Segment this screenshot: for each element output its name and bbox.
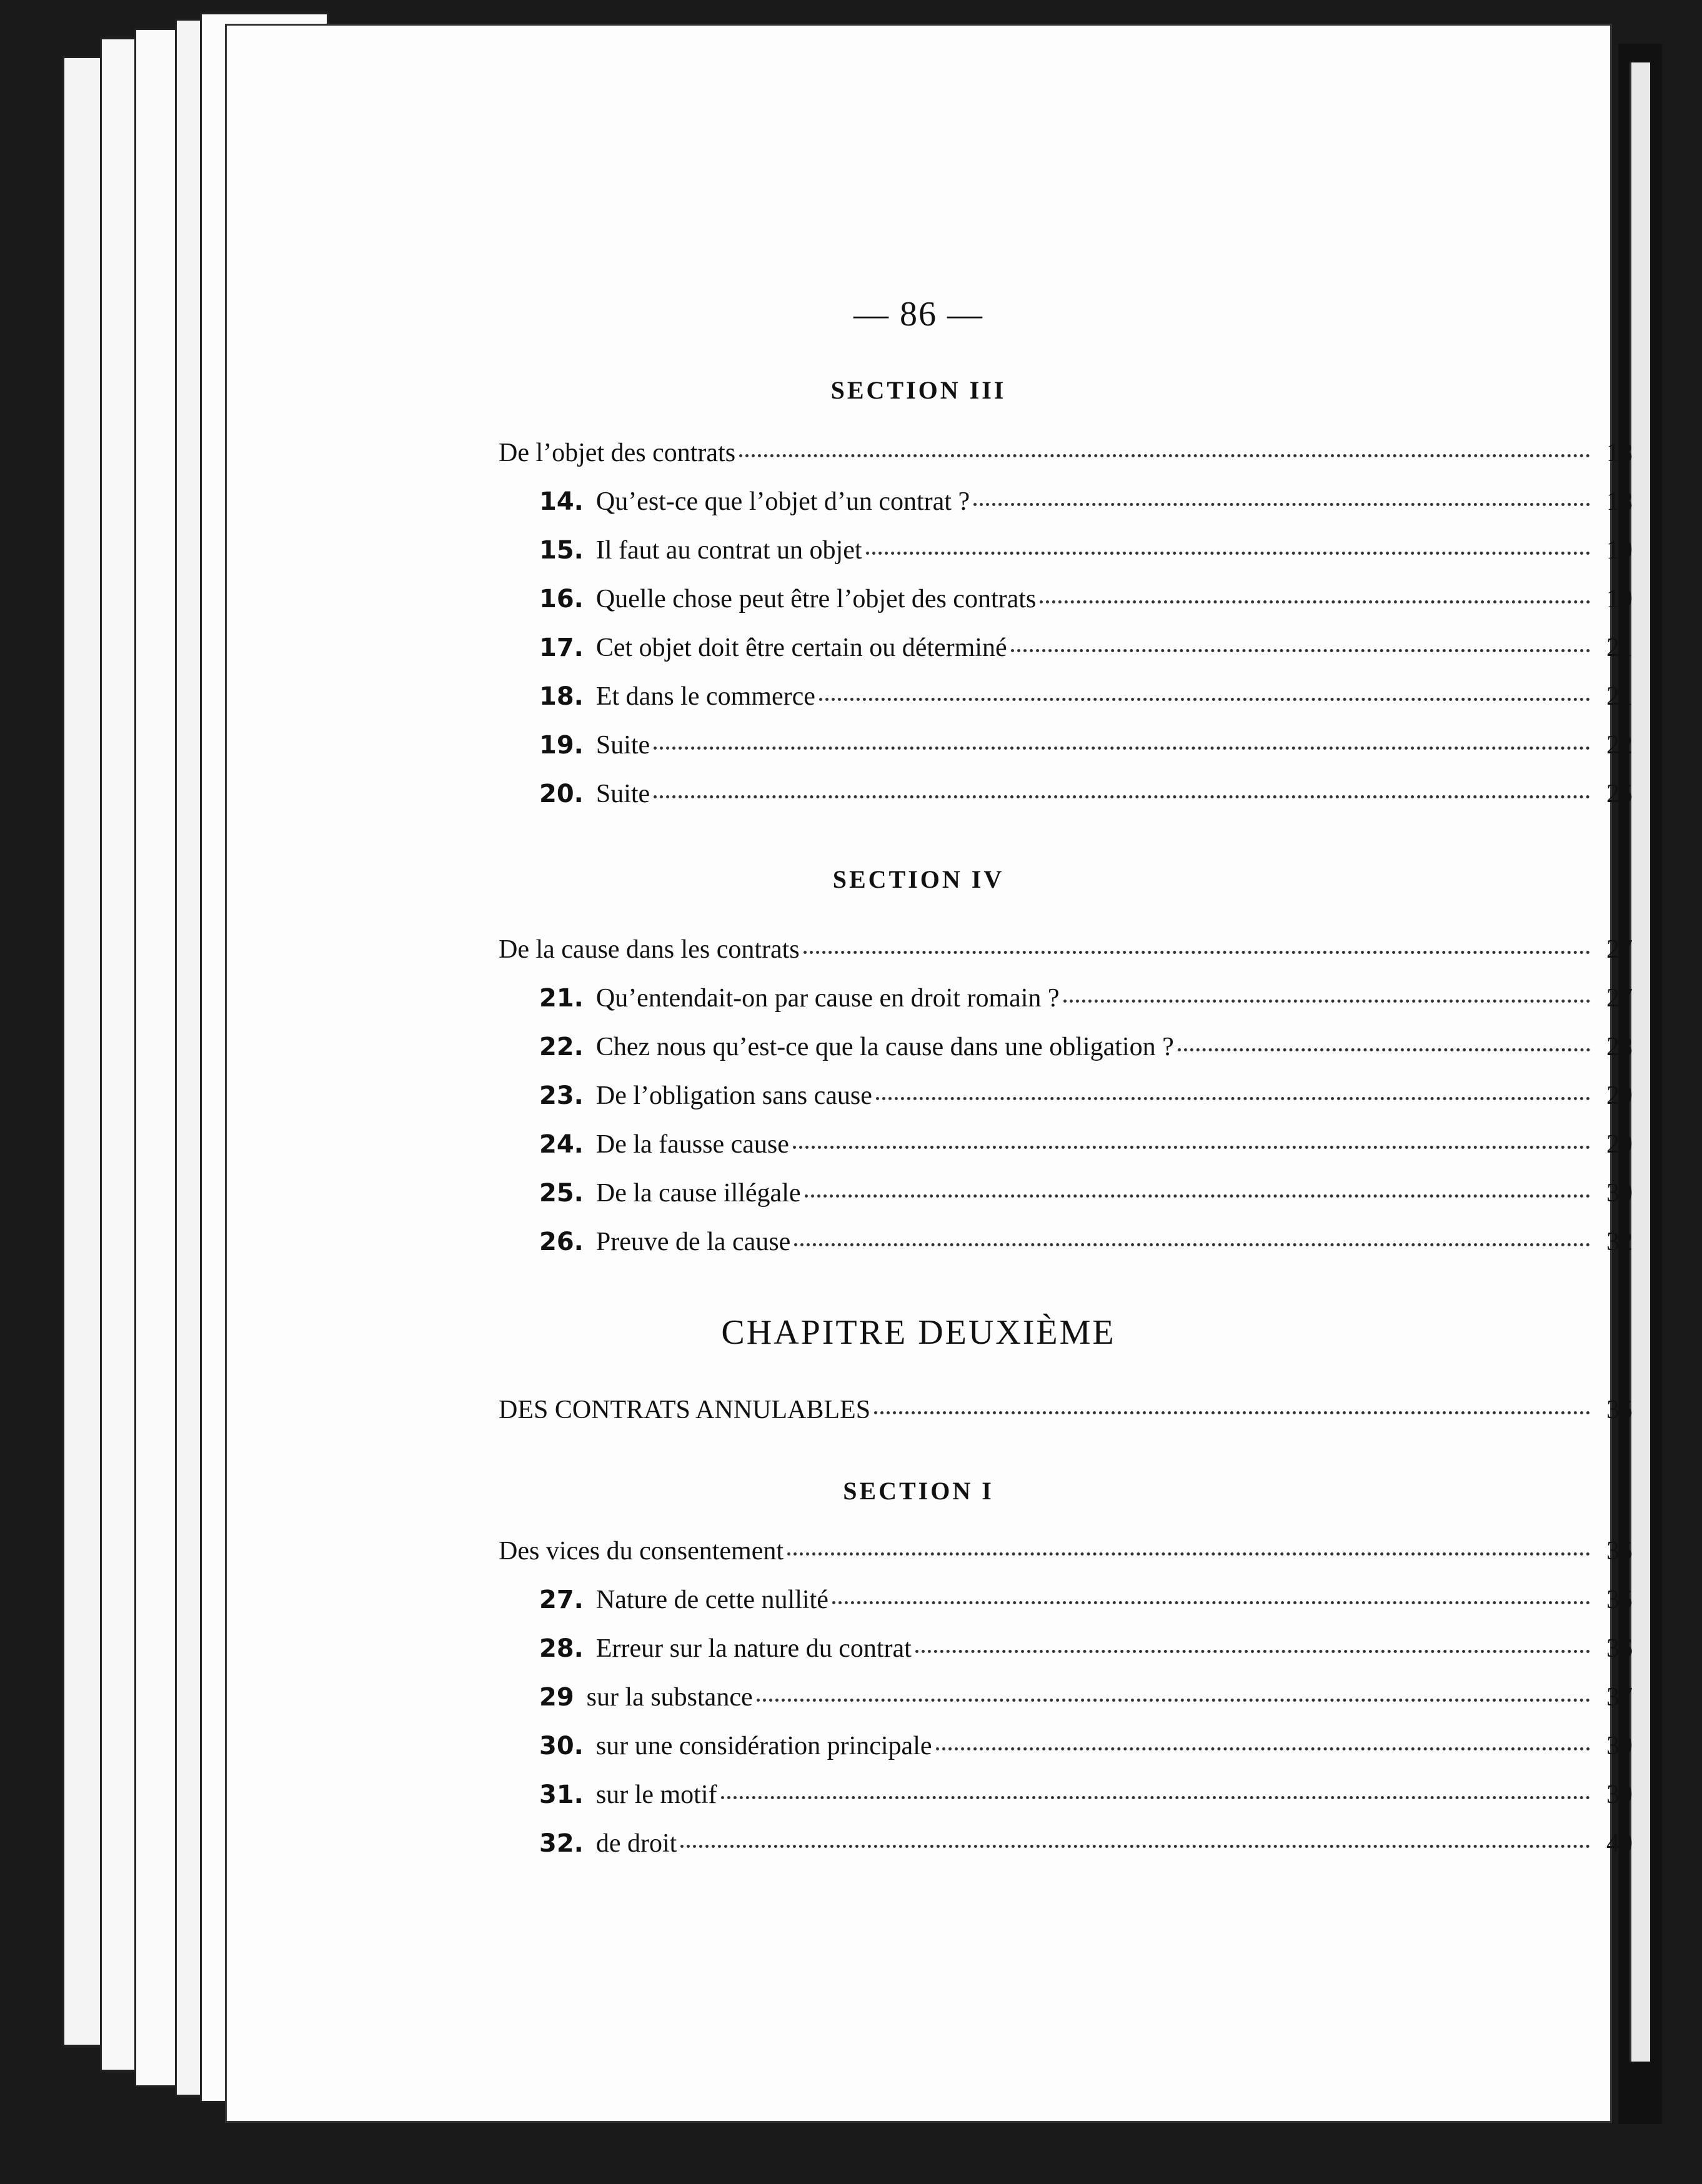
toc-entry: [499, 438, 1633, 475]
toc-entry: [539, 1731, 1633, 1769]
toc-entry: [539, 983, 1633, 1021]
entry-title: De la fausse cause: [595, 1130, 789, 1159]
entry-number: 24.: [539, 1130, 584, 1159]
entry-page: 36: [1606, 1634, 1633, 1663]
entry-title: de droit: [595, 1829, 677, 1858]
toc-entry: [539, 1178, 1633, 1216]
toc-entry: [539, 1129, 1633, 1167]
dot-leader: [832, 1601, 1590, 1604]
entry-title: sur la substance: [586, 1683, 753, 1712]
entry-title: De l’obligation sans cause: [595, 1081, 872, 1110]
entry-title: Chez nous qu’est-ce que la cause dans une obligation ?: [595, 1033, 1174, 1061]
entry-title: De l’objet des contrats: [499, 439, 736, 467]
dot-leader: [915, 1650, 1590, 1653]
dot-leader: [819, 698, 1590, 701]
dot-leader: [876, 1097, 1590, 1100]
toc-entry: [539, 1585, 1633, 1622]
entry-title: Cet objet doit être certain ou déterminé: [595, 633, 1007, 662]
toc-entry: [499, 1395, 1633, 1432]
entry-number: 30.: [539, 1732, 584, 1760]
entry-page: 25: [1606, 780, 1633, 808]
document-page: [225, 24, 1633, 2123]
entry-number: 19.: [539, 731, 584, 760]
dot-leader: [794, 1243, 1590, 1246]
entry-page: 18: [1606, 439, 1633, 467]
entry-number: 29: [539, 1683, 574, 1712]
entry-page: 37: [1606, 1683, 1633, 1712]
entry-title: Nature de cette nullité: [595, 1586, 829, 1614]
entry-page: 27: [1606, 984, 1633, 1013]
dot-leader: [1178, 1048, 1590, 1051]
entry-number: 26.: [539, 1228, 584, 1256]
entry-number: 16.: [539, 585, 584, 613]
entry-title: Qu’entendait-on par cause en droit romain ?: [595, 984, 1060, 1013]
entry-page: 27: [1606, 935, 1633, 964]
toc-entry: [539, 1634, 1633, 1671]
entry-page: 29: [1606, 1130, 1633, 1159]
entry-page: 39: [1606, 1732, 1633, 1760]
toc-entry: [499, 935, 1633, 972]
entry-title: Preuve de la cause: [595, 1228, 791, 1256]
dot-leader: [804, 951, 1590, 954]
dot-leader: [874, 1411, 1590, 1414]
dot-leader: [721, 1796, 1591, 1799]
dot-leader: [654, 795, 1590, 798]
toc-entry: [539, 535, 1633, 573]
entry-page: 39: [1606, 1780, 1633, 1809]
entry-page: 19: [1606, 585, 1633, 613]
entry-page: 35: [1606, 1586, 1633, 1614]
dot-leader: [1040, 600, 1590, 603]
entry-title: Quelle chose peut être l’objet des contrats: [595, 585, 1037, 613]
entry-page: 21: [1606, 633, 1633, 662]
dot-leader: [793, 1146, 1590, 1149]
entry-number: 18.: [539, 682, 584, 711]
entry-page: 22: [1606, 731, 1633, 760]
toc-entry: [539, 584, 1633, 622]
section-heading: SECTION III: [830, 376, 1007, 404]
toc-entry: [539, 487, 1633, 524]
entry-number: 27.: [539, 1586, 584, 1614]
toc-entry: [539, 682, 1633, 719]
entry-page: 32: [1606, 1228, 1633, 1256]
dot-leader: [1011, 649, 1590, 652]
entry-title: sur une considération principale: [595, 1732, 932, 1760]
entry-title: sur le motif: [595, 1780, 717, 1809]
toc-entry: [539, 1227, 1633, 1264]
entry-title: Il faut au contrat un objet: [595, 536, 862, 565]
entry-page: 40: [1606, 1829, 1633, 1858]
entry-title: Des vices du consentement: [499, 1537, 784, 1566]
section-heading: SECTION I: [843, 1477, 994, 1505]
entry-title: Et dans le commerce: [595, 682, 815, 711]
entry-page: 19: [1606, 536, 1633, 565]
section-heading: SECTION IV: [832, 865, 1005, 893]
toc-entry: [539, 1032, 1633, 1070]
entry-number: 21.: [539, 984, 584, 1013]
entry-number: 28.: [539, 1634, 584, 1663]
dot-leader: [936, 1747, 1590, 1750]
entry-number: 31.: [539, 1780, 584, 1809]
dot-leader: [680, 1845, 1590, 1848]
entry-title: Erreur sur la nature du contrat: [595, 1634, 912, 1663]
entry-page: 35: [1606, 1537, 1633, 1566]
dot-leader: [973, 503, 1590, 506]
chapter-heading: CHAPITRE DEUXIÈME: [721, 1313, 1116, 1352]
toc-entry: [539, 1682, 1633, 1720]
toc-entry: [539, 1829, 1633, 1866]
dot-leader: [1063, 1000, 1590, 1003]
entry-title: De la cause dans les contrats: [499, 935, 800, 964]
entry-page: 29: [1606, 1081, 1633, 1110]
entry-number: 22.: [539, 1033, 584, 1061]
entry-title: Suite: [595, 780, 650, 808]
entry-number: 23.: [539, 1081, 584, 1110]
dot-leader: [757, 1699, 1590, 1702]
entry-page: 35: [1606, 1396, 1633, 1424]
entry-page: 30: [1606, 1179, 1633, 1208]
page-number: — 86 —: [853, 295, 983, 334]
entry-title: DES CONTRATS ANNULABLES: [499, 1396, 871, 1424]
entry-number: 15.: [539, 536, 584, 565]
dot-leader: [654, 747, 1590, 750]
dot-leader: [739, 454, 1590, 457]
entry-page: 18: [1606, 487, 1633, 516]
entry-number: 25.: [539, 1179, 584, 1208]
entry-title: Qu’est-ce que l’objet d’un contrat ?: [595, 487, 970, 516]
dot-leader: [787, 1552, 1590, 1556]
toc-entry: [539, 1780, 1633, 1817]
entry-number: 32.: [539, 1829, 584, 1858]
toc-entry: [539, 779, 1633, 817]
entry-number: 17.: [539, 633, 584, 662]
toc-entry: [539, 633, 1633, 670]
dot-leader: [866, 552, 1590, 555]
entry-number: 14.: [539, 487, 584, 516]
toc-entry: [499, 1536, 1633, 1574]
dot-leader: [805, 1194, 1590, 1198]
entry-page: 21: [1606, 682, 1633, 711]
toc-entry: [539, 730, 1633, 768]
toc-entry: [539, 1081, 1633, 1118]
entry-title: Suite: [595, 731, 650, 760]
entry-title: De la cause illégale: [595, 1179, 801, 1208]
entry-number: 20.: [539, 780, 584, 808]
entry-page: 28: [1606, 1033, 1633, 1061]
